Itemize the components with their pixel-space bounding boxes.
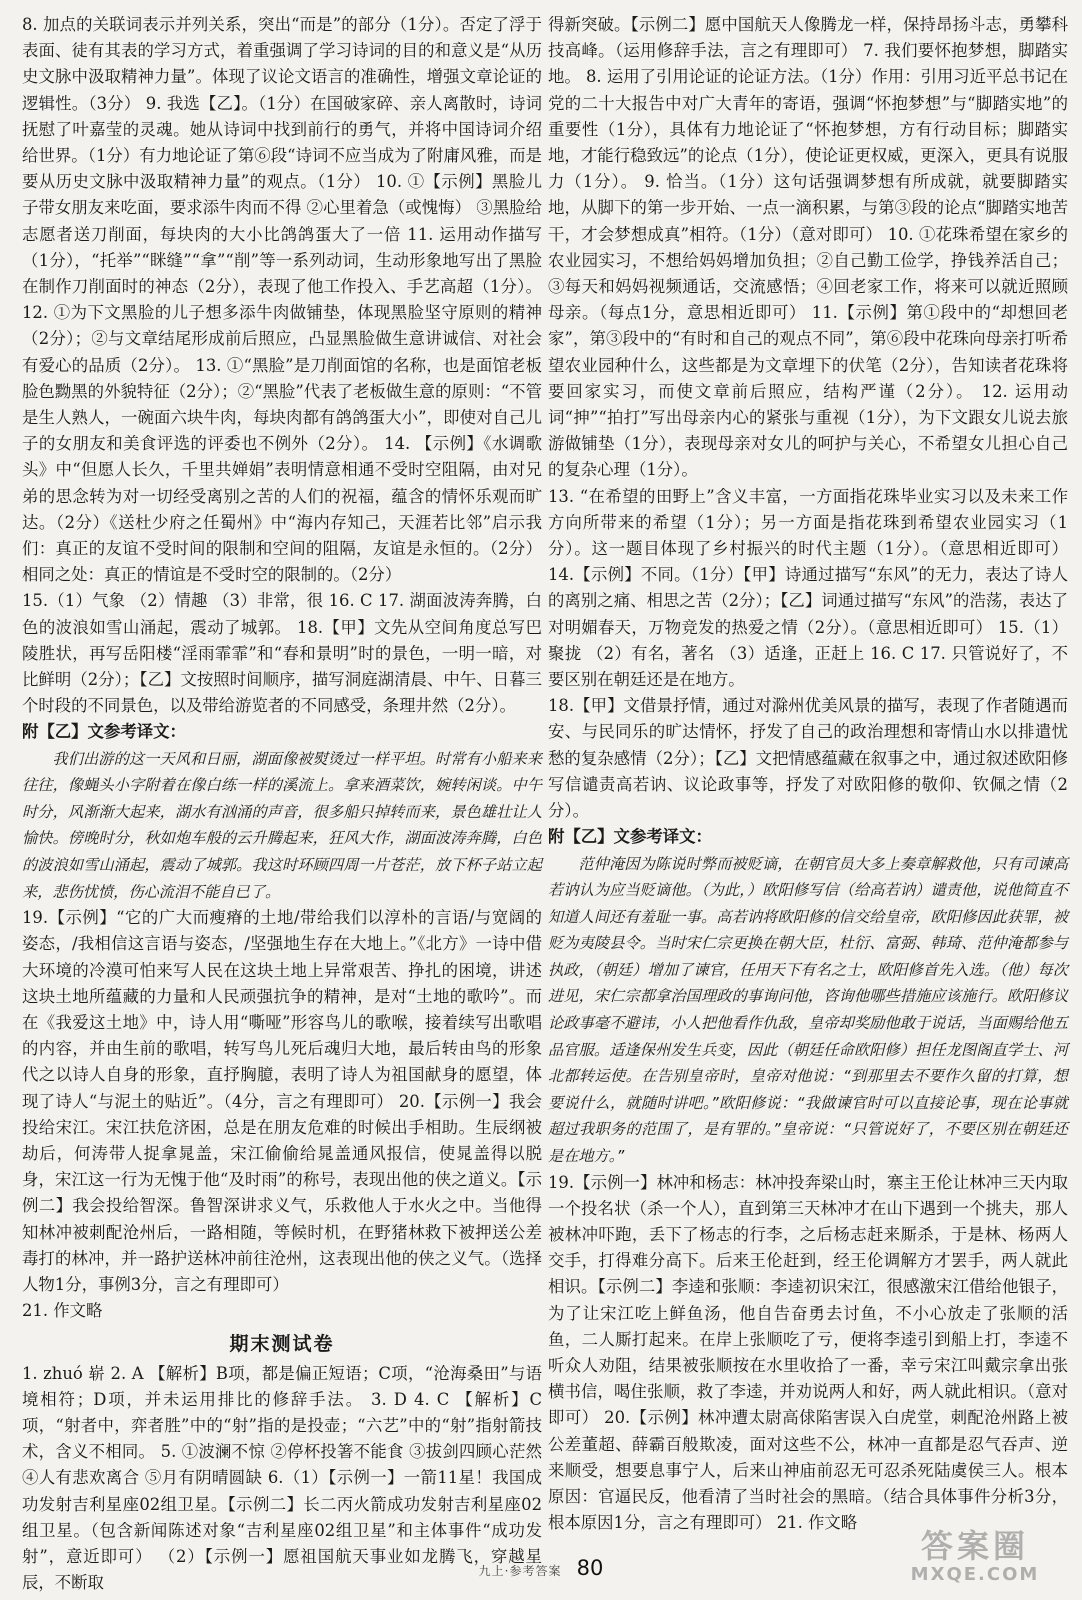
answer-block-q13-17: 13. “在希望的田野上”含义丰富，一方面指花珠毕业实习以及未来工作方向所带来的希望（1分）；另一方面是指花珠到希望农业园实习（1分）。这一题目体现了乡村振兴的时代主题（1分）。（意思相近即可） 14.【示例】不同。（1分）【甲】诗通过描写“东风”的无力，表达了诗人的离别之痛、相思之苦（2分）；【乙】词通过描写“东风”的浩荡，表达了对明媚春天，万物竞发的热爱之情（2分）。（意思相近即可） 15.（1）聚拢 （2）有名，著名 （3）适逢，正赶上 16. C 17. 只管说好了，不要区别在朝廷还是在地方。 <box>548 486 1068 690</box>
watermark-logo <box>890 1528 1060 1590</box>
footer-label: 九上·参考答案 <box>478 1564 562 1578</box>
answer-block-q15-18: 15.（1）气象 （2）情趣 （3）非常，很 16. C 17. 湖面波涛奔腾，白色的波浪如雪山涌起，震动了城郭。 18.【甲】文先从空间角度总写巴陵胜状，再写岳阳楼“淫雨霏霏”和“春和景明”时的景色，一明一暗，对比鲜明（2分）；【乙】文按照时间顺序，描写洞庭湖清晨、中午、日暮三个时段的不同景色，以及带给游览者的不同感受，条理井然（2分）。 <box>22 591 542 716</box>
answer-block-q19-21: 19.【示例一】林冲和杨志：林冲投奔梁山时，寨主王伦让林冲三天内取一个投名状（杀一个人），直到第三天林冲才在山下遇到一个挑夫，那人被林冲吓跑，丢下了杨志的行李，之后杨志赶来厮杀，于是林、杨两人交手，打得难分高下。后来王伦赶到，经王伦调解方才罢手，两人就此相识。【示例二】李逵和张顺：李逵初识宋江，很感激宋江借给他银子，为了让宋江吃上鲜鱼汤，他自告奋勇去讨鱼，不小心放走了张顺的活鱼，二人厮打起来。在岸上张顺吃了亏，便将李逵引到船上打，李逵不听众人劝阻，结果被张顺按在水里收拾了一番，幸亏宋江叫戴宗拿出张横书信，喝住张顺，救了李逵，并劝说两人和好，两人就此相识。（意对即可） 20.【示例】林冲遭太尉高俅陷害误入白虎堂，刺配沧州路上被公差董超、薛霸百般欺凌，面对这些不公，林冲一直都是忍气吞声、逆来顺受，想要息事宁人，后来山神庙前忍无可忍杀死陆虞侯三人。根本原因：官逼民反，他看清了当时社会的黑暗。（结合具体事件分析3分，根本原因1分，言之有理即可） 21. 作文略 <box>548 1172 1068 1533</box>
page-number: 80 <box>576 1556 604 1580</box>
appendix-heading: 附【乙】文参考译文： <box>548 827 712 847</box>
right-column <box>548 12 1068 1536</box>
translation-text: 我们出游的这一天风和日丽，湖面像被熨烫过一样平坦。时常有小船来来往往，像蝇头小字附着在像白练一样的溪流上。拿来酒菜饮，婉转闲谈。中午时分，风渐渐大起来，湖水有汹涌的声音，很多船只掉转而来，景色雄壮让人愉快。傍晚时分，秋如炮车般的云升腾起来，狂风大作，湖面波涛奔腾，白色的波浪如雪山涌起，震动了城郭。我这时环顾四周一片苍茫，放下杯子站立起来，悲伤忧愤，伤心流泪不能自已了。 <box>22 749 542 901</box>
answer-block-q8-14: 8. 加点的关联词表示并列关系，突出“而是”的部分（1分）。否定了浮于表面、徒有其表的学习方式，着重强调了学习诗词的目的和意义是“从历史文脉中汲取精神力量”。体现了议论文语言的准确性，增强文章论证的逻辑性。（3分） 9. 我选【乙】。（1分）在国破家碎、亲人离散时，诗词抚慰了叶嘉莹的灵魂。她从诗词中找到前行的勇气，并将中国诗词介绍给世界。（1分）有力地论证了第⑥段“诗词不应当成为了附庸风雅，而是要从历史文脉中汲取精神力量”的观点。（1分） 10. ①【示例】黑脸儿子带女朋友来吃面，要求添牛肉而不得 ②心里着急（或愧悔） ③黑脸给志愿者送刀削面，每块肉的大小比鸽鸽蛋大了一倍 11. 运用动作描写（1分），“托举”“眯缝”“拿”“削”等一系列动词，生动形象地写出了黑脸在制作刀削面时的神态（2分），表现了他工作投入、手艺高超（1分）。 12. ①为下文黑脸的儿子想多添牛肉做铺垫，体现黑脸坚守原则的精神（2分）；②与文章结尾形成前后照应，凸显黑脸做生意讲诚信、对社会有爱心的品质（2分）。 13. ①“黑脸”是刀削面馆的名称，也是面馆老板脸色黝黑的外貌特征（2分）；②“黑脸”代表了老板做生意的原则：“不管是生人熟人，一碗面六块牛肉，每块肉都有鸽鸽蛋大小”，即使对自己儿子的女朋友和美食评选的评委也不例外（2分）。 14. 【示例】《水调歌头》中“但愿人长久，千里共婵娟”表明情意相通不受时空阻隔，由对兄弟的思念转为对一切经受离别之苦的人们的祝福，蕴含的情怀乐观而旷达。（2分）《送杜少府之任蜀州》中“海内存知己，天涯若比邻”启示我们：真正的友谊不受时间的限制和空间的阻隔，友谊是永恒的。（2分）相同之处：真正的情谊是不受时空的限制的。（2分） <box>22 15 542 585</box>
answer-block-q19-20: 19.【示例】“它的广大而瘦瘠的土地/带给我们以淳朴的言语/与宽阔的姿态，/我相信这言语与姿态，/坚强地生存在大地上。”《北方》一诗中借大环境的冷漠可怕来写人民在这块土地上异常艰苦、挣扎的困境，讲述这块土地所蕴藏的力量和人民顽强抗争的精神，是对“土地的歌吟”。而在《我爱这土地》中，诗人用“嘶哑”形容鸟儿的歌喉，接着续写出歌唱的内容，并由生前的歌唱，转写鸟儿死后魂归大地，最后转由鸟的形象代之以诗人自身的形象，直抒胸臆，表明了诗人为祖国献身的愿望，体现了诗人“与泥土的贴近”。（4分，言之有理即可） 20.【示例一】我会投给宋江。宋江扶危济困，总是在朋友危难的时候出手相助。生辰纲被劫后，何涛带人捉拿晁盖，宋江偷偷给晁盖通风报信，使晁盖得以脱身，宋江这一行为无愧于他“及时雨”的称号，表现出他的侠之道义。【示例二】我会投给智深。鲁智深讲求义气，乐救他人于水火之中。当他得知林冲被刺配沧州后，一路相随，等候时机，在野猪林救下被押送公差毒打的林冲，并一路护送林冲前往沧州，这表现出他的侠之义气。（选择人物1分，事例3分，言之有理即可） <box>22 908 542 1295</box>
translation-text: 范仲淹因为陈说时弊而被贬谪，在朝官员大多上奏章解救他，只有司谏高若讷认为应当贬谪他。（为此，）欧阳修写信（给高若讷）谴责他，说他简直不知道人间还有羞耻一事。高若讷将欧阳修的信交给皇帝，欧阳修因此获罪，被贬为夷陵县令。当时宋仁宗更换在朝大臣，杜衍、富弼、韩琦、范仲淹都参与执政，（朝廷）增加了谏官，任用天下有名之士，欧阳修首先入选。（他）每次进见，宋仁宗都拿治国理政的事询问他，咨询他哪些措施应该施行。欧阳修议论政事毫不避讳，小人把他看作仇敌，皇帝却奖励他敢于说话，当面赐给他五品官服。适逢保州发生兵变，因此（朝廷任命欧阳修）担任龙图阁直学士、河北都转运使。在告别皇帝时，皇帝对他说：“到那里去不要作久留的打算，想要说什么，就随时讲吧。”欧阳修说：“我做谏官时可以直接论事，现在论事就超过我职务的范围了，是有罪的。”皇帝说：“只管说好了，不要区别在朝廷还是在地方。” <box>548 854 1068 1166</box>
watermark-url: MXQE.COM <box>910 1564 1040 1585</box>
answer-block-q21: 21. 作文略 <box>22 1301 103 1321</box>
answer-block-final-q1-6: 1. zhuó 崭 2. A 【解析】B项，都是偏正短语；C项，“沧海桑田”与语境相符；D项，并未运用排比的修辞手法。 3. D 4. C 【解析】C项，“射者中，弈者胜”中的“射”指的是投壶；“六艺”中的“射”指射箭技术，含义不相同。 5. ①波澜不惊 ②停杯投箸不能食 ③拔剑四顾心茫然 ④人有悲欢离合 ⑤月有阴晴圆缺 6.（1）【示例一】一箭11星！我国成功发射吉利星座02组卫星。【示例二】长二丙火箭成功发射吉利星座02组卫星。（包含新闻陈述对象“吉利星座02组卫星”和主体事件“成功发射”，意近即可） （2）【示例一】愿祖国航天事业如龙腾飞，穿越星辰，不断取 <box>22 1363 542 1593</box>
watermark-mark: 答案圈 <box>920 1527 1029 1565</box>
appendix-heading: 附【乙】文参考译文： <box>22 722 186 742</box>
answer-block-q6-12: 得新突破。【示例二】愿中国航天人像腾龙一样，保持昂扬斗志，勇攀科技高峰。（运用修辞手法，言之有理即可） 7. 我们要怀抱梦想，脚踏实地。 8. 运用了引用论证的论证方法。（1分）作用：引用习近平总书记在党的二十大报告中对广大青年的寄语，强调“怀抱梦想”与“脚踏实地”的重要性（1分），具体有力地论证了“怀抱梦想，方有行动目标；脚踏实地，才能行稳致远”的论点（1分），使论证更权威，更深入，更具有说服力（1分）。 9. 恰当。（1分）这句话强调梦想有所成就，就要脚踏实地，从脚下的第一步开始、一点一滴积累，与第③段的论点“脚踏实地苦干，才会梦想成真”相符。（1分）（意对即可） 10. ①花珠希望在家乡的农业园实习，不想给妈妈增加负担；②自己勤工俭学，挣钱养活自己；③每天和妈妈视频通话，交流感悟；④回老家工作，将来可以就近照顾母亲。（每点1分，意思相近即可） 11.【示例】第①段中的“却想回老家”，第③段中的“有时和自己的观点不同”，第⑥段中花珠向母亲打听希望农业园种什么，这些都是为文章埋下的伏笔（2分），告知读者花珠将要回家实习，而使文章前后照应，结构严谨（2分）。 12. 运用动词“抻”“拍打”写出母亲内心的紧张与重视（1分），为下文跟女儿说去旅游做铺垫（1分），表现母亲对女儿的呵护与关心，不希望女儿担心自己的复杂心理（1分）。 <box>548 15 1069 480</box>
answer-block-q18: 18.【甲】文借景抒情，通过对滁州优美风景的描写，表现了作者随遇而安、与民同乐的旷达情怀，抒发了自己的政治理想和寄情山水以排遣忧愁的复杂感情（2分）；【乙】文把情感蕴藏在叙事之中，通过叙述欧阳修写信谴责高若讷、议论政事等，抒发了对欧阳修的敬仰、钦佩之情（2分）。 <box>548 696 1068 821</box>
section-title: 期末测试卷 <box>229 1332 335 1355</box>
left-column <box>22 12 542 1596</box>
